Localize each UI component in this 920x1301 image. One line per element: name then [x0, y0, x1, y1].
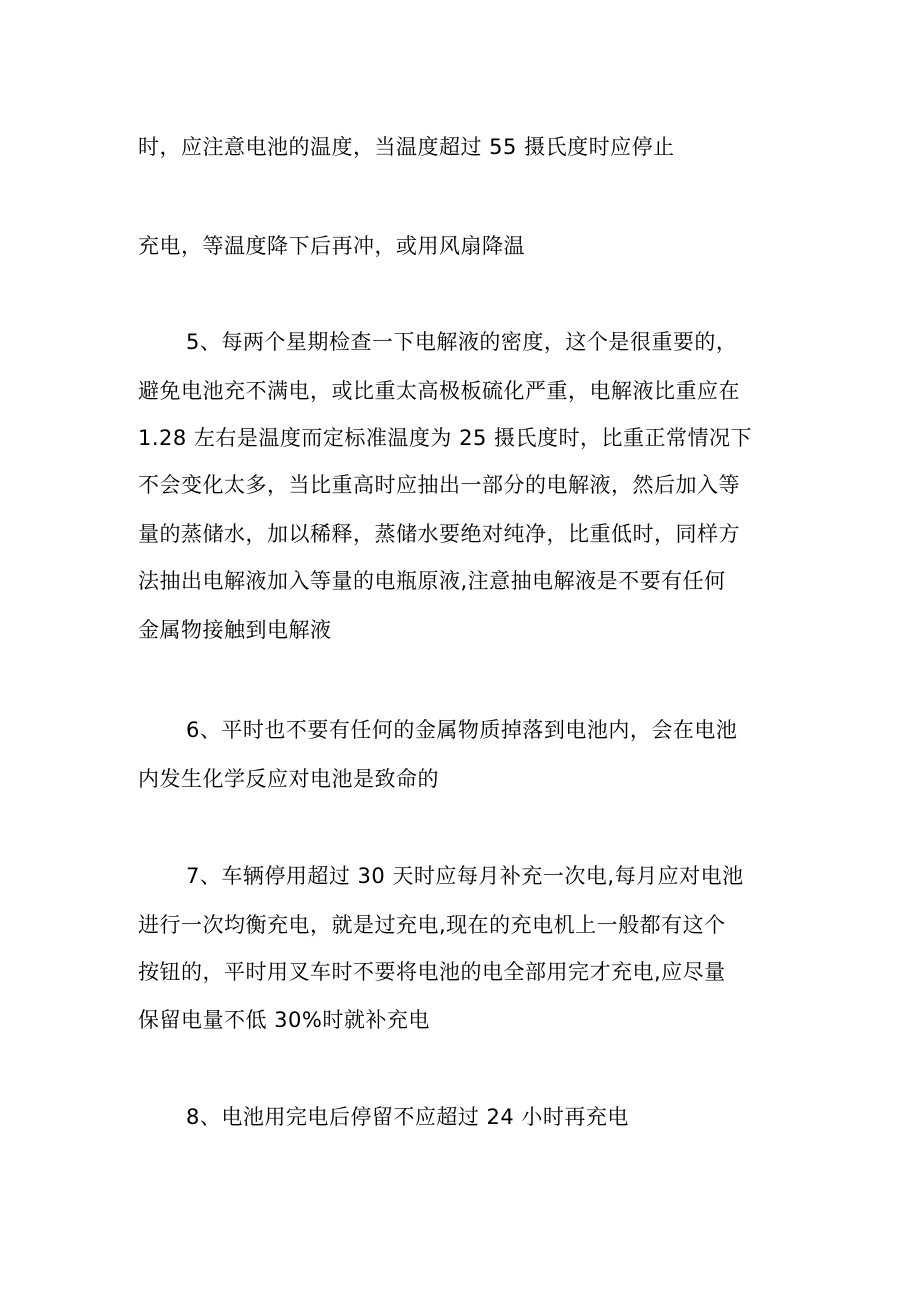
text-line: 量的蒸储水，加以稀释，蒸储水要绝对纯净，比重低时，同样方 [138, 522, 740, 546]
text-line: 按钮的，平时用叉车时不要将电池的电全部用完才充电,应尽量 [138, 960, 726, 984]
text-line: 金属物接触到电解液 [138, 618, 332, 642]
text-line: 时，应注意电池的温度，当温度超过 55 摄氏度时应停止 [138, 135, 675, 159]
paragraph-5-first-line: 5、每两个星期检查一下电解液的密度，这个是很重要的， [186, 330, 738, 354]
paragraph-7-first-line: 7、车辆停用超过 30 天时应每月补充一次电,每月应对电池 [186, 864, 744, 888]
text-line: 充电，等温度降下后再冲，或用风扇降温 [138, 234, 525, 258]
paragraph-8-first-line: 8、电池用完电后停留不应超过 24 小时再充电 [186, 1105, 629, 1129]
text-line: 内发生化学反应对电池是致命的 [138, 767, 439, 791]
text-line: 进行一次均衡充电，就是过充电,现在的充电机上一般都有这个 [138, 913, 726, 937]
text-line: 保留电量不低 30%时就补充电 [138, 1008, 430, 1032]
text-line: 1.28 左右是温度而定标准温度为 25 摄氏度时，比重正常情况下 [138, 426, 753, 450]
text-line: 不会变化太多，当比重高时应抽出一部分的电解液，然后加入等 [138, 473, 740, 497]
text-line: 避免电池充不满电，或比重太高极板硫化严重，电解液比重应在 [138, 379, 740, 403]
text-line: 法抽出电解液加入等量的电瓶原液,注意抽电解液是不要有任何 [138, 569, 726, 593]
paragraph-6-first-line: 6、平时也不要有任何的金属物质掉落到电池内，会在电池 [186, 718, 738, 742]
